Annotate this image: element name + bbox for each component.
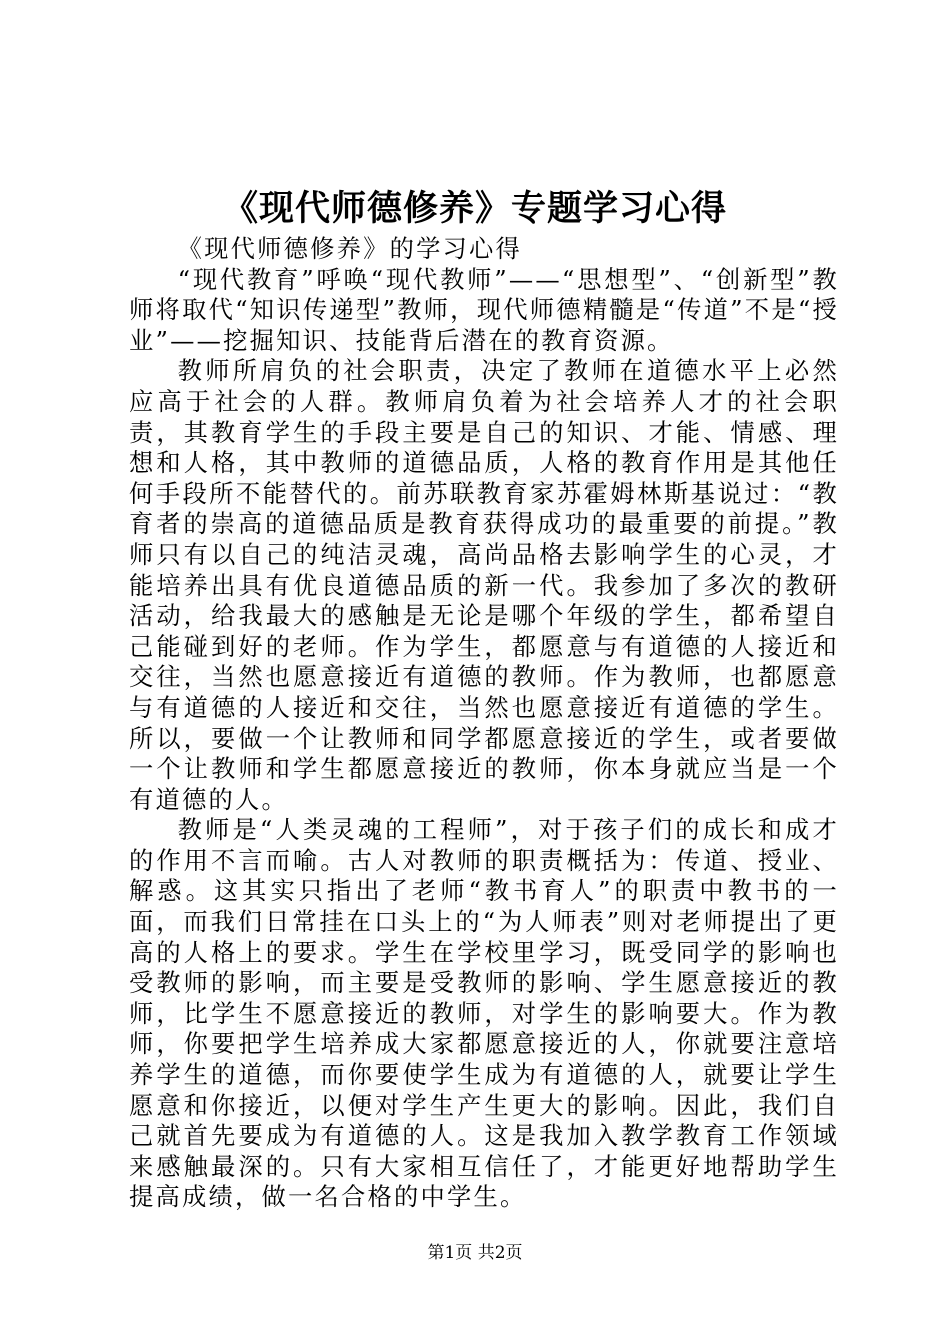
paragraph-1: “现代教育”呼唤“现代教师”——“思想型”、“创新型”教师将取代“知识传递型”教师，现代师德精髓是“传道”不是“授业”——挖掘知识、技能背后潜在的教育资源。 <box>129 264 839 355</box>
document-title: 《现代师德修养》专题学习心得 <box>222 189 727 229</box>
page-footer: 第1页 共2页 <box>427 1243 523 1263</box>
paragraph-2: 教师所肩负的社会职责，决定了教师在道德水平上必然应高于社会的人群。教师肩负着为社会培养人才的社会职责，其教育学生的手段主要是自己的知识、才能、情感、理想和人格，其中教师的道德品质，人格的教育作用是其他任何手段所不能替代的。前苏联教育家苏霍姆林斯基说过：“教育者的崇高的道德品质是教育获得成功的最重要的前提。”教师只有以自己的纯洁灵魂，高尚品格去影响学生的心灵，才能培养出具有优良道德品质的新一代。我参加了多次的教研活动，给我最大的感触是无论是哪个年级的学生，都希望自己能碰到好的老师。作为学生，都愿意与有道德的人接近和交往，当然也愿意接近有道德的教师。作为教师，也都愿意与有道德的人接近和交往，当然也愿意接近有道德的学生。所以，要做一个让教师和同学都愿意接近的学生，或者要做一个让教师和学生都愿意接近的教师，你本身就应当是一个有道德的人。 <box>129 356 839 814</box>
document-body <box>129 234 839 1213</box>
paragraph-3: 教师是“人类灵魂的工程师”，对于孩子们的成长和成才的作用不言而喻。古人对教师的职责概括为：传道、授业、解惑。这其实只指出了老师“教书育人”的职责中教书的一面，而我们日常挂在口头上的“为人师表”则对老师提出了更高的人格上的要求。学生在学校里学习，既受同学的影响也受教师的影响，而主要是受教师的影响、学生愿意接近的教师，比学生不愿意接近的教师，对学生的影响要大。作为教师，你要把学生培养成大家都愿意接近的人，你就要注意培养学生的道德，而你要使学生成为有道德的人，就要让学生愿意和你接近，以便对学生产生更大的影响。因此，我们自己就首先要成为有道德的人。这是我加入教学教育工作领域来感触最深的。只有大家相互信任了，才能更好地帮助学生提高成绩，做一名合格的中学生。 <box>129 815 839 1212</box>
paragraph-subtitle: 《现代师德修养》的学习心得 <box>177 234 523 263</box>
